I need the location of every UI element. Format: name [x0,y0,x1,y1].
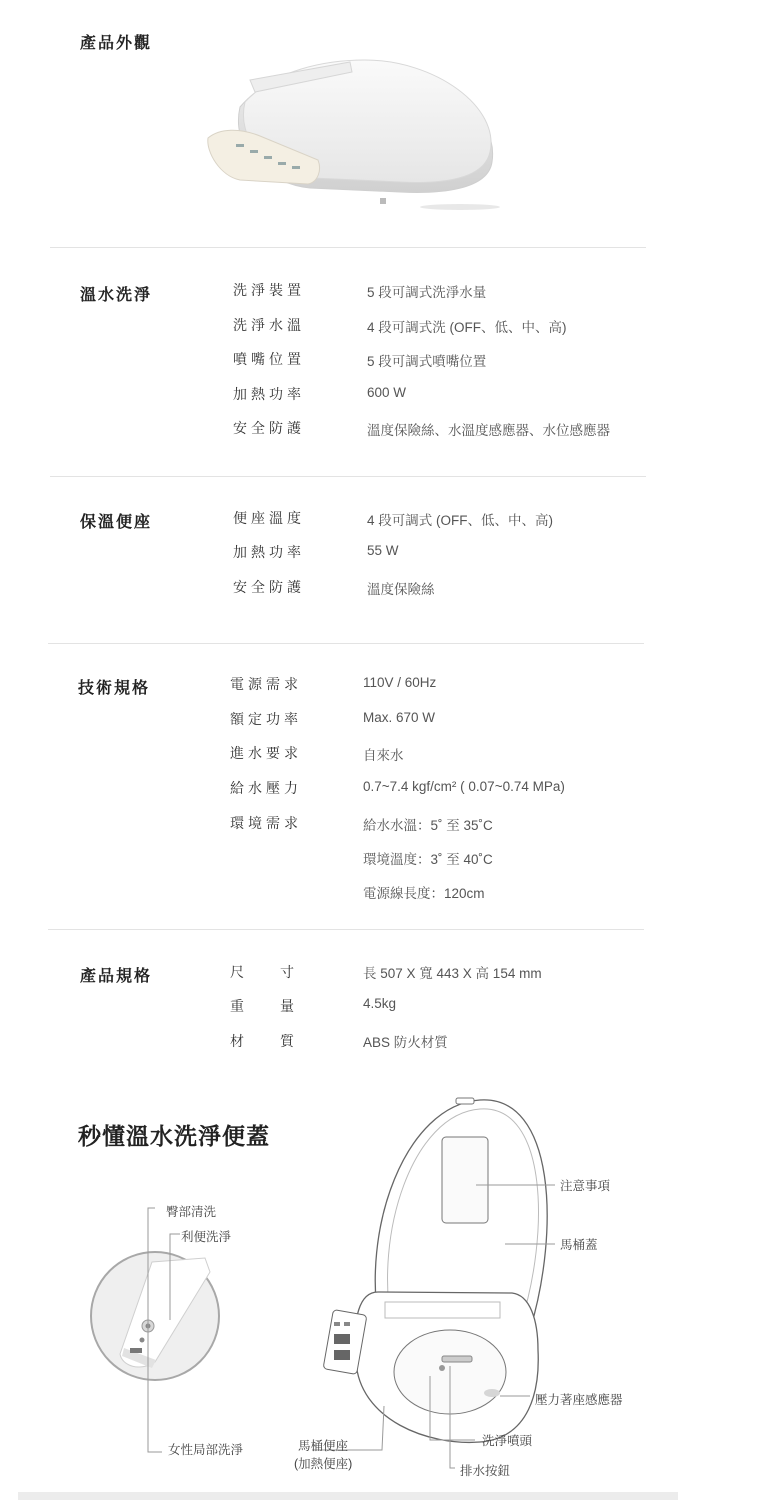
callout-nozzle: 洗淨噴頭 [482,1434,533,1448]
spec-value: 電源線長度：120cm [363,886,485,901]
spec-value: 5 段可調式噴嘴位置 [367,354,487,369]
spec-label: 電源需求 [230,676,302,692]
spec-value: 5 段可調式洗淨水量 [367,285,487,300]
callout-notice: 注意事項 [560,1179,611,1193]
spec-label: 額定功率 [230,711,302,727]
footer-bar [18,1492,678,1500]
spec-label: 進水要求 [230,745,302,761]
appearance-title: 產品外觀 [80,35,153,52]
spec-label: 環境需求 [230,815,302,831]
section-title-heated-seat: 保溫便座 [80,514,153,531]
section-title-product-specs: 產品規格 [80,968,153,985]
spec-value: 110V / 60Hz [363,675,437,690]
spec-value: Max. 670 W [363,710,436,725]
diagram-title: 秒懂溫水洗淨便蓋 [78,1123,270,1149]
spec-label: 安全防護 [233,579,305,595]
spec-value: 4.5kg [363,996,397,1011]
spec-value: 0.7~7.4 kgf/cm² ( 0.07~0.74 MPa) [363,779,565,794]
spec-value: ABS 防火材質 [363,1035,448,1050]
callout-pressure-sensor: 壓力著座感應器 [535,1393,623,1407]
spec-value: 4 段可調式洗 (OFF、低、中、高) [367,320,567,335]
callout-drain-button: 排水按鈕 [460,1464,511,1478]
divider-3 [48,643,644,644]
open-seat-illustration [323,1098,547,1442]
spec-label-char: 重 [230,998,244,1014]
spec-label [230,1031,294,1051]
callout-heated-seat-sub: (加熱便座) [294,1457,353,1471]
spec-label [230,962,294,982]
spec-value: 溫度保險絲、水溫度感應器、水位感應器 [367,423,610,438]
spec-value: 給水水溫：5˚ 至 35˚C [363,818,493,833]
spec-label: 洗淨裝置 [233,282,305,298]
divider-4 [48,929,644,930]
spec-label: 便座溫度 [233,510,305,526]
spec-value: 溫度保險絲 [367,582,435,597]
spec-label-char: 寸 [280,964,294,980]
divider-2 [50,476,646,477]
spec-label: 噴嘴位置 [233,351,305,367]
callout-bidet-wash: 利便洗淨 [181,1230,232,1244]
spec-value: 自來水 [363,748,404,763]
product-photo [200,52,510,212]
spec-value: 600 W [367,385,407,400]
spec-label: 加熱功率 [233,386,305,402]
callout-feminine-wash: 女性局部洗淨 [168,1443,244,1457]
spec-label: 安全防護 [233,420,305,436]
spec-label-char: 質 [280,1033,294,1049]
spec-value: 55 W [367,543,399,558]
callout-hip-wash: 臀部清洗 [166,1205,217,1219]
callout-lid: 馬桶蓋 [560,1238,598,1252]
section-title-warm-water-wash: 溫水洗淨 [80,287,153,304]
spec-label: 洗淨水溫 [233,317,305,333]
spec-label-char: 尺 [230,964,244,980]
section-title-tech-specs: 技術規格 [78,680,151,697]
spec-value: 長 507 X 寬 443 X 高 154 mm [363,966,542,981]
spec-label: 給水壓力 [230,780,302,796]
nozzle-closeup-illustration [91,1252,219,1380]
divider-1 [50,247,646,248]
spec-label: 加熱功率 [233,544,305,560]
spec-label [230,996,294,1016]
spec-label-char: 材 [230,1033,244,1049]
toilet-seat-diagram [60,1090,660,1490]
spec-label-char: 量 [280,998,294,1014]
callout-heated-seat: 馬桶便座 [298,1439,349,1453]
spec-value: 環境溫度：3˚ 至 40˚C [363,852,493,867]
spec-value: 4 段可調式 (OFF、低、中、高) [367,513,553,528]
